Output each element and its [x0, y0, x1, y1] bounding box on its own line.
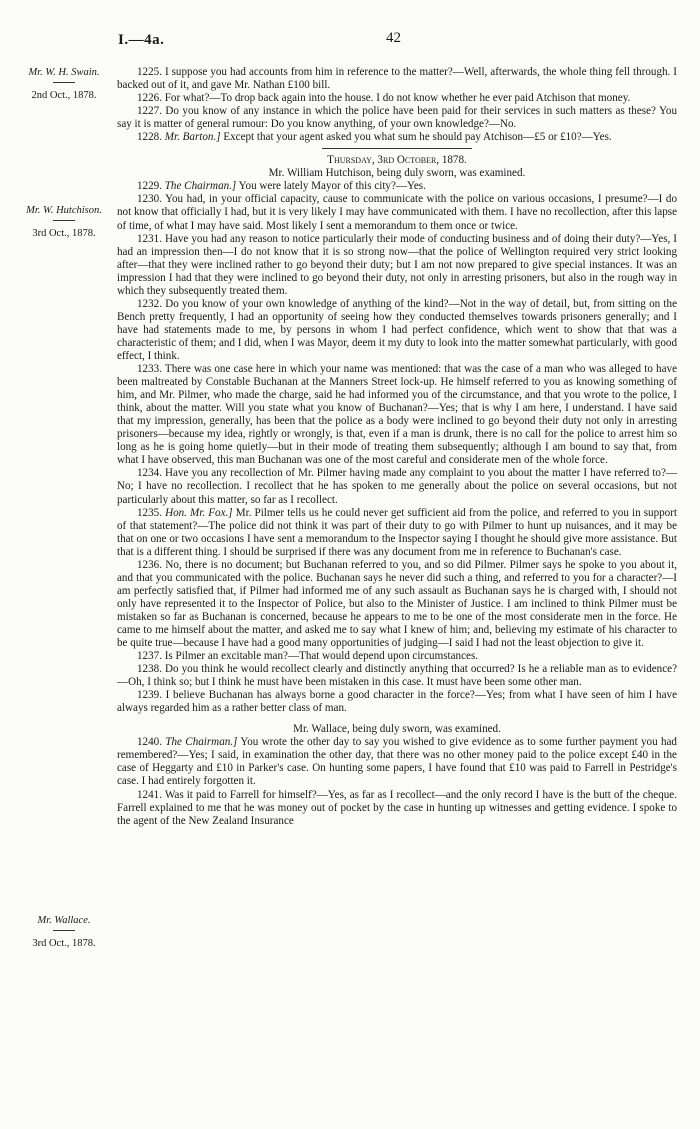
margin-date: 3rd Oct., 1878. [32, 938, 96, 949]
section-divider [322, 148, 472, 149]
margin-note-wallace [20, 914, 108, 950]
margin-witness-name: Mr. Wallace. [37, 915, 91, 926]
paragraph-1236: 1236. No, there is no document; but Buchanan referred to you, and so did Pilmer. Pilmer says he spoke to you about it, and that you communicated with the police. Buchanan says he never did such a thing, and referred to you for a character?—I am perfectly satisfied that, if Pilmer had informed me of any such assault as Buchanan says he is charged with, I should not only have represented it to the Inspector of Police, but also to the Minister of Justice. I am inclined to think Pilmer must be mistaken so far as Buchanan is concerned, because he appears to me to be one of the most considerate men in the force. He came to me himself about the matter, and asked me to say what I knew of him; and, believing my estimate of his character to be quite true—because I have had a good many opportunities of judging—I said I had not the least objection to give it. [117, 558, 677, 650]
paragraph-1230: 1230. You had, in your official capacity, cause to communicate with the police on various occasions, I presume?—I do not know that officially I had, but it is very likely I may have communicated with them. I have no recollection, after this lapse of time, of what I may have said. Most likely I sent a memorandum to them once or twice. [117, 193, 677, 232]
speaker: The Chairman.] [164, 180, 237, 193]
paragraph-1229 [117, 180, 677, 193]
paragraph-1233: 1233. There was one case here in which your name was mentioned: that was the case of a man who was alleged to have been maltreated by Constable Buchanan at the Manners Street lock-up. He himself referred to you as knowing something of him, and Mr. Pilmer, who made the charge, said he had informed you of the circumstance, and that you wrote to the police, I think, about the matter. Will you state what you know of Buchanan?—Yes; that is why I am here, I understand. I have said that my impression, generally, has been that the police as a body were inclined to go beyond their duty not only in arresting prisoners—because my idea, rightly or wrongly, is that, even if a man is drunk, there is no call for the police to arrest him so long as he is going home quietly—but in their mode of treating them subsequently; although I am bound to say that, from what I have observed, this man Buchanan was one of the most careful and considerate men of the whole force. [117, 363, 677, 467]
session-date: Thursday, 3rd October, 1878. [327, 154, 467, 167]
question-number: 1228. [137, 131, 162, 144]
margin-witness-name: Mr. W. H. Swain. [28, 67, 100, 78]
page-number: 42 [386, 30, 401, 46]
paragraph-text: Except that your agent asked you what sum he should pay Atchison—£5 or £10?—Yes. [223, 131, 612, 144]
margin-rule [53, 220, 75, 221]
paragraph-1234: 1234. Have you any recollection of Mr. Pilmer having made any complaint to you about the matter I have referred to?—No; I have no recollection. I recollect that he has spoken to me generally about the police on several occasions, but not particularly about this matter, so far as I recollect. [117, 467, 677, 506]
paragraph-1225: 1225. I suppose you had accounts from him in reference to the matter?—Well, afterwards, the whole thing fell through. I backed out of it, and gave Mr. Nathan £100 bill. [117, 66, 677, 92]
paragraph-1240 [117, 736, 677, 788]
paragraph-1238: 1238. Do you think he would recollect clearly and distinctly anything that occurred? Is he a reliable man as to evidence?—Oh, I think so; but I think he must have been mistaken in this case. It must have been some other man. [117, 663, 677, 689]
margin-witness-name: Mr. W. Hutchison. [26, 205, 102, 216]
paragraph-1239: 1239. I believe Buchanan has always borne a good character in the force?—Yes; from what I have seen of him I have always regarded him as a rather better class of man. [117, 689, 677, 715]
margin-rule [53, 82, 75, 83]
testimony-text [117, 66, 677, 828]
question-number: 1229. [137, 180, 162, 193]
paragraph-1241: 1241. Was it paid to Farrell for himself?—Yes, as far as I recollect—and the only record I have is the butt of the cheque. Farrell explained to me that he was money out of pocket by the case in hunting up witnesses and getting evidence. I spoke to the agent of the New Zealand Insurance [117, 788, 677, 827]
paragraph-1235 [117, 507, 677, 559]
margin-note-swain [20, 66, 108, 102]
paragraph-1232: 1232. Do you know of your own knowledge of anything of the kind?—Not in the way of detail, but, from sitting on the Bench pretty frequently, I had an opportunity of seeing how they conducted themselves towards prisoners generally; and I have had statements made to me, by persons in whom I had perfect confidence, which went to show that that was a characteristic of them; and I did, when I was Mayor, deem it my duty to look into the matter somewhat particularly, with good effect, I think. [117, 297, 677, 362]
margin-note-hutchison [20, 204, 108, 240]
speaker: The Chairman.] [165, 736, 238, 749]
margin-rule [53, 930, 75, 931]
paragraph-1227: 1227. Do you know of any instance in which the police have been paid for their services in such matters as these? You say it is matter of general rumour: Do you know anything, of your own knowledge?—No. [117, 105, 677, 131]
paragraph-1231: 1231. Have you had any reason to notice particularly their mode of conducting business and of doing their duty?—Yes, I had an impression then—I do not know that it is so strong now—that the police of Wellington required very strict looking after—that they were inclined rather to go beyond their duty; but I am not now prepared to give special instances. It was an impression I had that they were inclined to go beyond their duty, not only in arresting prisoners, but also in the rough way in which they subsequently treated them. [117, 232, 677, 297]
speaker: Mr. Barton.] [164, 131, 221, 144]
paragraph-text: Mr. Pilmer tells us he could never get sufficient aid from the police, and referred to you in support of that statement?—The police did not think it was part of their duty to go with Pilmer to hunt up nuisances, and it may be that on one or two occasions I have sent a memorandum to the Inspector saying I thought he should give more assistance. But that is a different thing. I should be surprised if there was any document from me in reference to Buchanan's case. [117, 506, 678, 558]
witness-heading: Mr. Wallace, being duly sworn, was examined. [293, 723, 501, 736]
question-number: 1235. [137, 506, 162, 519]
margin-date: 2nd Oct., 1878. [31, 90, 97, 101]
question-number: 1240. [137, 736, 162, 749]
section-reference: I.—4a. [118, 32, 165, 48]
margin-date: 3rd Oct., 1878. [32, 228, 96, 239]
paragraph-1228 [117, 131, 677, 144]
speaker: Hon. Mr. Fox.] [165, 506, 233, 519]
paragraph-text: You wrote the other day to say you wished to give evidence as to some further payment you had remembered?—Yes; I said, in examination the other day, that there was no other money paid to the police except £40 in the case of Heggarty and £10 in Parker's case. On hunting some papers, I have found that £10 was paid to Farrell in Pestridge's case. I had entirely forgotten it. [117, 736, 677, 788]
witness-heading: Mr. William Hutchison, being duly sworn, was examined. [268, 167, 526, 180]
paragraph-1226: 1226. For what?—To drop back again into the house. I do not know whether he ever paid Atchison that money. [137, 92, 631, 105]
paragraph-1237: 1237. Is Pilmer an excitable man?—That would depend upon circumstances. [137, 650, 479, 663]
paragraph-text: You were lately Mayor of this city?—Yes. [238, 180, 426, 193]
